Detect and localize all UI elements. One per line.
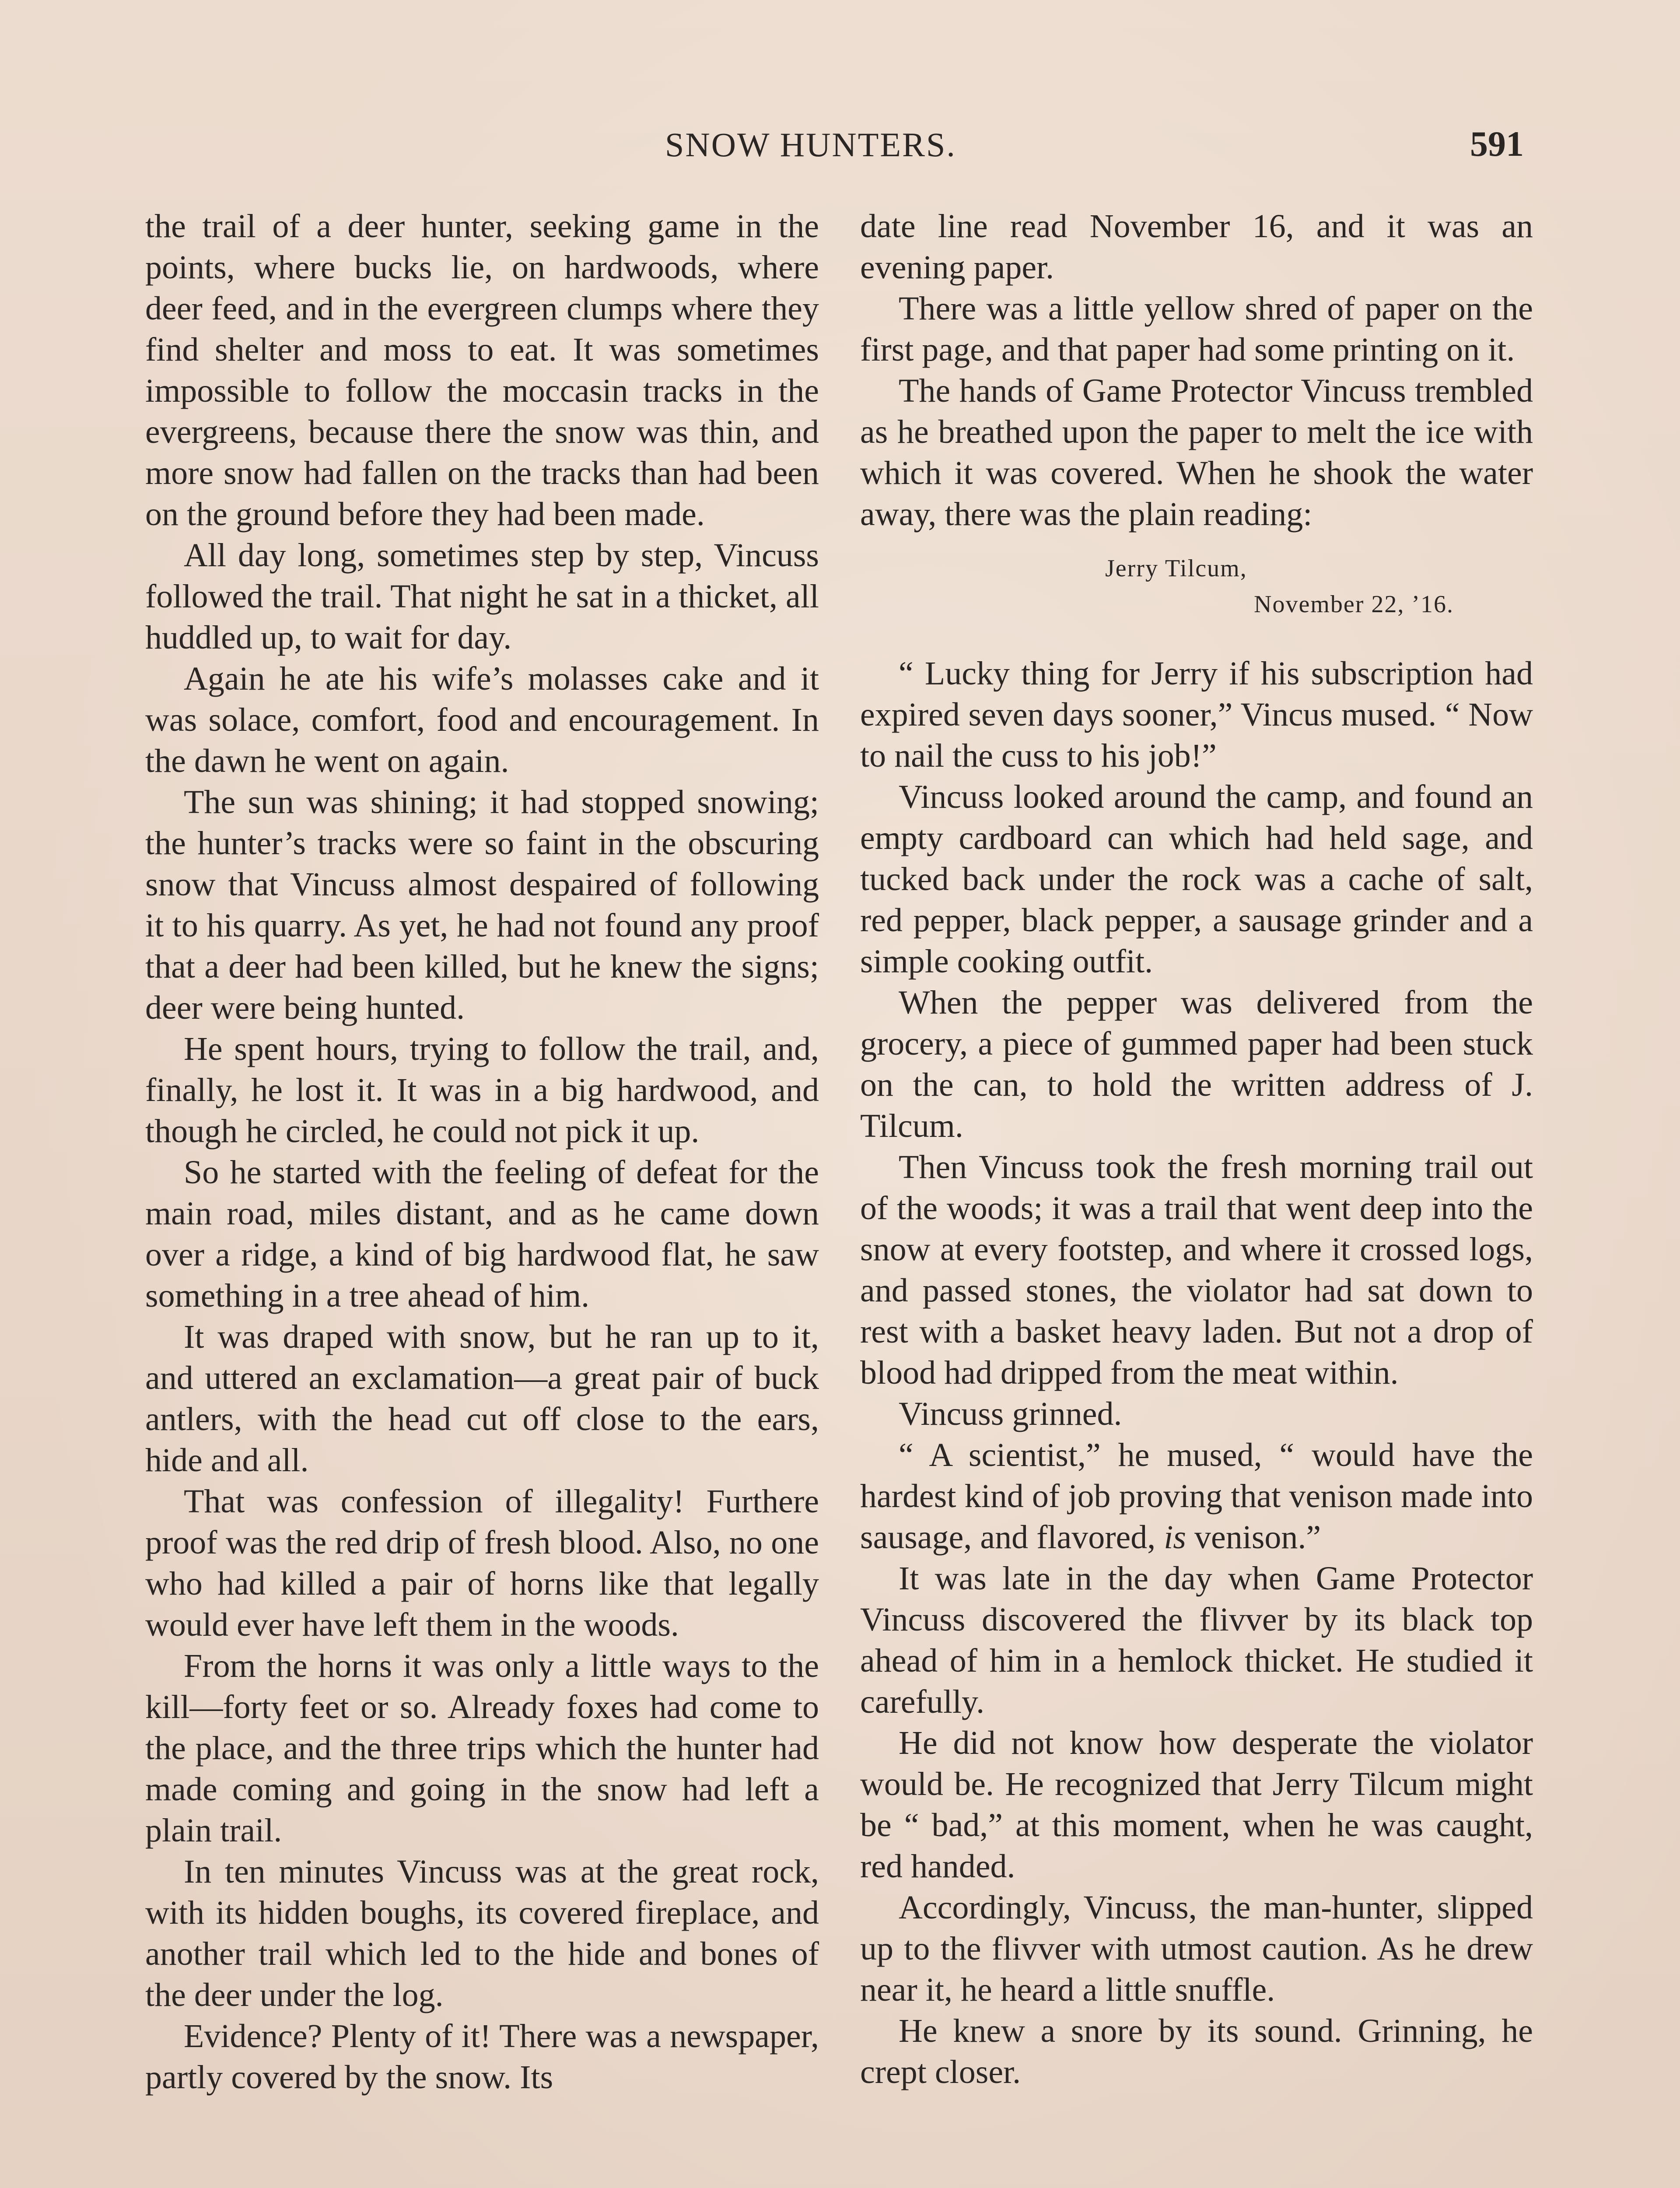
emphasis: is — [1164, 1519, 1186, 1556]
paragraph: In ten minutes Vincuss was at the great rock, with its hidden boughs, its covered fireplace, and another trail which led to the hide and bones of the deer under the log. — [145, 1853, 819, 2013]
paragraph: That was confession of illegality! Furthere proof was the red drip of fresh blood. Also, no one who had killed a pair of horns like that legally would ever have left them in the woods. — [145, 1483, 819, 1643]
paragraph: the trail of a deer hunter, seeking game in the points, where bucks lie, on hardwoods, where deer feed, and in the evergreen clumps where they find shelter and moss to eat. It was sometimes impossible to follow the moccasin tracks in the evergreens, because there the snow was thin, and more snow had fallen on the tracks than had been on the ground before they had been made. — [145, 208, 819, 533]
paragraph: It was draped with snow, but he ran up to it, and uttered an exclamation—a great pair of buck antlers, with the head cut off close to the ears, hide and all. — [145, 1318, 819, 1479]
quote-text: venison.” — [1186, 1519, 1321, 1556]
paragraph: He knew a snore by its sound. Grinning, he crept closer. — [860, 2013, 1533, 2090]
paragraph: When the pepper was delivered from the grocery, a piece of gummed paper had been stuck on the can, to hold the written address of J. Tilcum. — [860, 984, 1533, 1144]
right-column — [860, 206, 1533, 2093]
paragraph: He did not know how desperate the violator would be. He recognized that Jerry Tilcum might be “ bad,” at this moment, when he was caught, red handed. — [860, 1725, 1533, 1885]
paragraph: “ Lucky thing for Jerry if his subscription had expired seven days sooner,” Vincus mused. “ Now to nail the cuss to his job!” — [860, 655, 1533, 774]
paragraph: The hands of Game Protector Vincuss trembled as he breathed upon the paper to melt the ice with which it was covered. When he shook the water away, there was the plain reading: — [860, 372, 1533, 533]
paragraph: Vincuss looked around the camp, and found an empty cardboard can which had held sage, and tucked back under the rock was a cache of salt, red pepper, black pepper, a sausage grinder and a simple cooking outfit. — [860, 778, 1533, 980]
paragraph: Again he ate his wife’s molasses cake and it was solace, comfort, food and encouragement. In the dawn he went on again. — [145, 660, 819, 779]
paragraph: The sun was shining; it had stopped snowing; the hunter’s tracks were so faint in the obscuring snow that Vincuss almost despaired of following it to his quarry. As yet, he had not found any proof that a deer had been killed, but he knew the signs; deer were being hunted. — [145, 784, 819, 1026]
left-column — [145, 206, 819, 2098]
running-title: SNOW HUNTERS. — [665, 126, 956, 164]
paragraph — [860, 1434, 1533, 1558]
paragraph: Accordingly, Vincuss, the man-hunter, slipped up to the flivver with utmost caution. As he drew near it, he heard a little snuffle. — [860, 1889, 1533, 2008]
quote-text: “ A scientist,” he mused, “ would have the hardest kind of job proving that venison made into sausage, and flavored, — [860, 1437, 1533, 1556]
paragraph: All day long, sometimes step by step, Vincuss followed the trail. That night he sat in a thicket, all huddled up, to wait for day. — [145, 537, 819, 656]
paragraph: So he started with the feeling of defeat for the main road, miles distant, and as he came down over a ridge, a kind of big hardwood flat, he saw something in a tree ahead of him. — [145, 1154, 819, 1314]
paragraph: He spent hours, trying to follow the trail, and, finally, he lost it. It was in a big hardwood, and though he circled, he could not pick it up. — [145, 1031, 819, 1150]
paragraph: Vincuss grinned. — [899, 1396, 1122, 1432]
paragraph: Evidence? Plenty of it! There was a newspaper, partly covered by the snow. Its — [145, 2018, 819, 2096]
newspaper-label — [860, 551, 1533, 622]
paragraph: From the horns it was only a little ways to the kill—forty feet or so. Already foxes had come to the place, and the three trips which the hunter had made coming and going in the snow had left a plain trail. — [145, 1648, 819, 1849]
paragraph: There was a little yellow shred of paper on the first page, and that paper had some printing on it. — [860, 290, 1533, 368]
paragraph: date line read November 16, and it was an evening paper. — [860, 208, 1533, 286]
paragraph: Then Vincuss took the fresh morning trail out of the woods; it was a trail that went deep into the snow at every footstep, and where it crossed logs, and passed stones, the violator had sat down to rest with a basket heavy laden. But not a drop of blood had dripped from the meat within. — [860, 1149, 1533, 1391]
subscriber-name: Jerry Tilcum, — [1105, 555, 1247, 582]
paragraph: It was late in the day when Game Protector Vincuss discovered the flivver by its black top ahead of him in a hemlock thicket. He studied it carefully. — [860, 1560, 1533, 1720]
subscription-date: November 22, ’16. — [1254, 591, 1454, 618]
page-number: 591 — [1470, 124, 1524, 164]
